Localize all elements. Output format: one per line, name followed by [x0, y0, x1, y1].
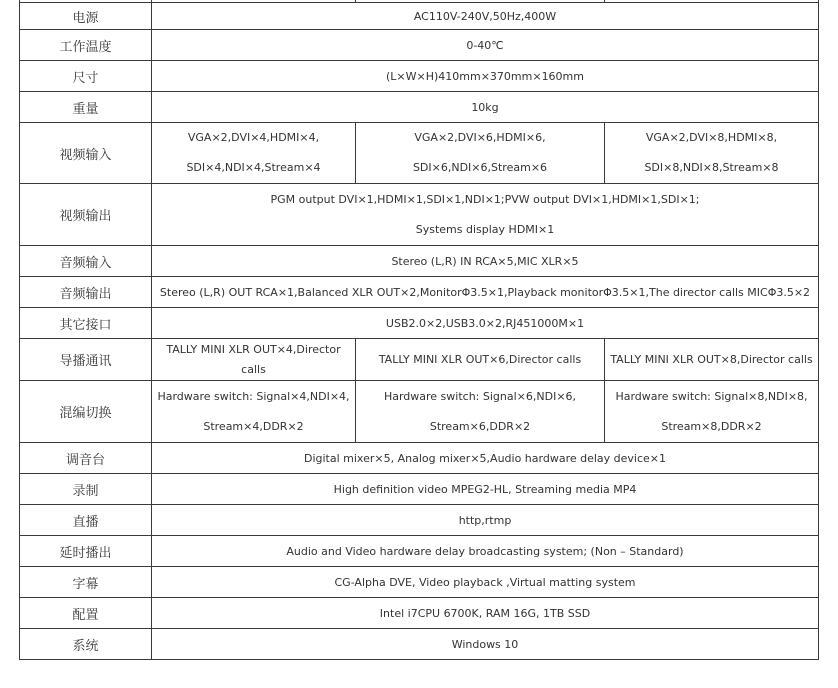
value-line: VGA×2,DVI×6,HDMI×6,: [414, 131, 546, 144]
row-label: 直播: [20, 505, 152, 536]
table-row-config: [20, 598, 819, 629]
row-value: (L×W×H)410mm×370mm×160mm: [152, 61, 819, 92]
value-line: Stream×4,DDR×2: [203, 419, 304, 433]
table-row-director-comm: [20, 339, 819, 381]
table-row-delay: [20, 536, 819, 567]
table-row-subtitle: [20, 567, 819, 598]
row-label: 字幕: [20, 567, 152, 598]
value-line: VGA×2,DVI×4,HDMI×4,: [187, 131, 320, 144]
row-value: AC110V-240V,50Hz,400W: [152, 3, 819, 30]
table-row-other-ports: [20, 308, 819, 339]
row-value: Stereo (L,R) IN RCA×5,MIC XLR×5: [152, 246, 819, 277]
table-row-weight: [20, 92, 819, 123]
value-line: Hardware switch: Signal×4,NDI×4,: [157, 389, 350, 403]
value-line: Systems display HDMI×1: [415, 222, 555, 236]
row-value: CG-Alpha DVE, Video playback ,Virtual matting system: [152, 567, 819, 598]
row-value: Windows 10: [152, 629, 819, 660]
row-value: Audio and Video hardware delay broadcasting system; (Non – Standard): [152, 536, 819, 567]
table-row-temperature: [20, 30, 819, 61]
value-line: Hardware switch: Signal×6,NDI×6,: [383, 389, 577, 403]
row-value-model-1: [152, 123, 356, 184]
row-label: 配置: [20, 598, 152, 629]
row-label: 导播通讯: [20, 339, 152, 381]
row-label: 其它接口: [20, 308, 152, 339]
row-value: 0-40℃: [152, 30, 819, 61]
row-value-model-3: [605, 381, 819, 443]
row-value-model-3: TALLY MINI XLR OUT×8,Director calls: [605, 339, 819, 381]
value-line: Stream×8,DDR×2: [661, 419, 762, 433]
row-value: High definition video MPEG2-HL, Streaming media MP4: [152, 474, 819, 505]
table-row-mixer: [20, 443, 819, 474]
row-label: 重量: [20, 92, 152, 123]
row-label: 系统: [20, 629, 152, 660]
row-label: 调音台: [20, 443, 152, 474]
table-row-power: [20, 3, 819, 30]
row-value: Intel i7CPU 6700K, RAM 16G, 1TB SSD: [152, 598, 819, 629]
value-line: SDI×6,NDI×6,Stream×6: [412, 161, 548, 174]
row-label: 延时播出: [20, 536, 152, 567]
row-value-model-3: [605, 123, 819, 184]
table-row-video-input: [20, 123, 819, 184]
row-value-model-2: TALLY MINI XLR OUT×6,Director calls: [356, 339, 605, 381]
table-row-video-output: [20, 184, 819, 246]
row-value: 10kg: [152, 92, 819, 123]
table-row-recording: [20, 474, 819, 505]
row-value-model-1: TALLY MINI XLR OUT×4,Director calls: [152, 339, 356, 381]
row-value: [152, 184, 819, 246]
row-value: USB2.0×2,USB3.0×2,RJ451000M×1: [152, 308, 819, 339]
row-label: 音频输入: [20, 246, 152, 277]
value-line: SDI×8,NDI×8,Stream×8: [644, 161, 779, 174]
table-row-audio-input: [20, 246, 819, 277]
row-label: 尺寸: [20, 61, 152, 92]
row-value-model-2: [356, 123, 605, 184]
value-line: VGA×2,DVI×8,HDMI×8,: [645, 131, 778, 144]
row-label: 音频输出: [20, 277, 152, 308]
row-value: Digital mixer×5, Analog mixer×5,Audio hardware delay device×1: [152, 443, 819, 474]
row-label: 录制: [20, 474, 152, 505]
value-line: SDI×4,NDI×4,Stream×4: [186, 161, 321, 174]
row-label: 电源: [20, 3, 152, 30]
row-value-model-2: [356, 381, 605, 443]
row-label: 视频输出: [20, 184, 152, 246]
row-label: 混编切换: [20, 381, 152, 443]
row-label: 工作温度: [20, 30, 152, 61]
row-value: Stereo (L,R) OUT RCA×1,Balanced XLR OUT×2,MonitorΦ3.5×1,Playback monitorΦ3.5×1,The director calls MICΦ3.5×2: [152, 277, 819, 308]
row-value: http,rtmp: [152, 505, 819, 536]
table-row-live: [20, 505, 819, 536]
table-row-system: [20, 629, 819, 660]
value-line: PGM output DVI×1,HDMI×1,SDI×1,NDI×1;PVW output DVI×1,HDMI×1,SDI×1;: [270, 192, 700, 206]
table-row-audio-output: [20, 277, 819, 308]
table-row-size: [20, 61, 819, 92]
row-label: 视频输入: [20, 123, 152, 184]
table-row-mix-switch: [20, 381, 819, 443]
value-line: Hardware switch: Signal×8,NDI×8,: [615, 389, 808, 403]
spec-table: [19, 0, 819, 660]
row-value-model-1: [152, 381, 356, 443]
value-line: Stream×6,DDR×2: [429, 419, 531, 433]
